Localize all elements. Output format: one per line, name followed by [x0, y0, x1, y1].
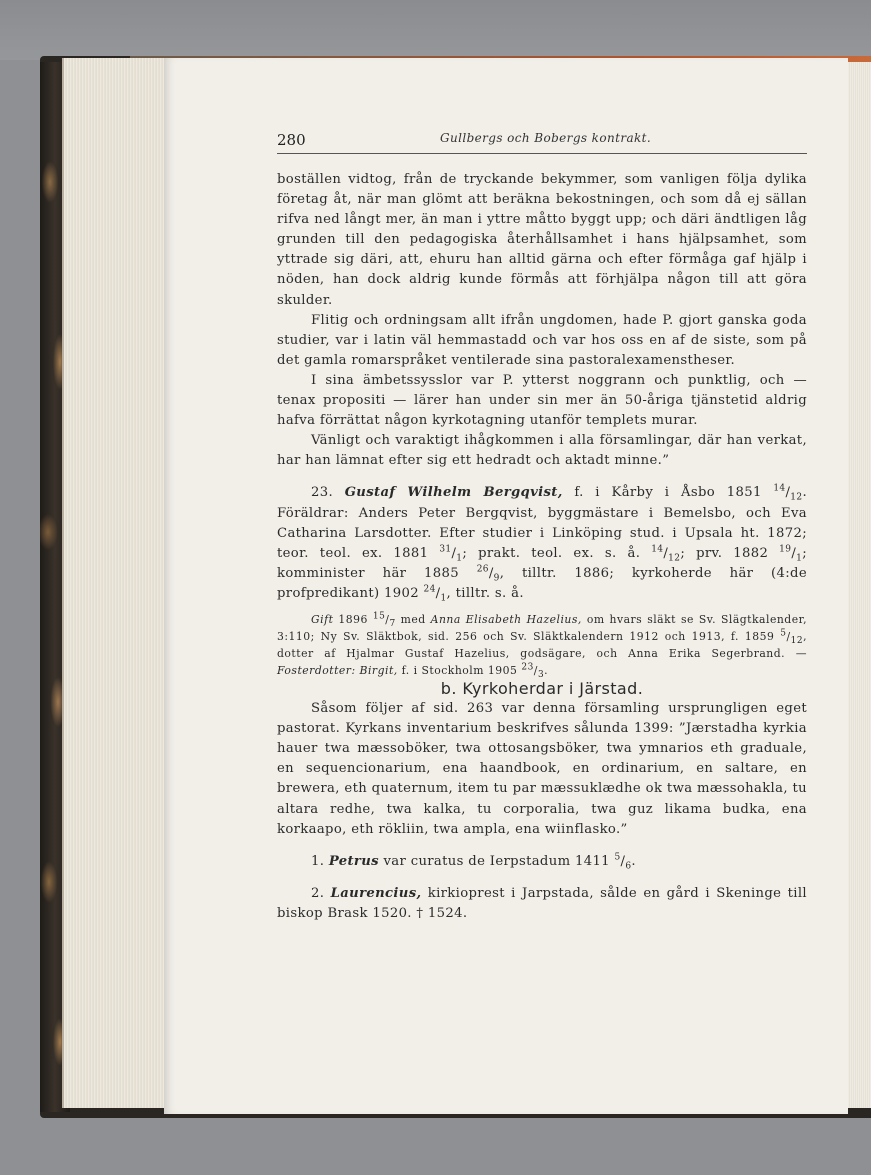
background [0, 0, 871, 60]
entry-1: 1. Petrus var curatus de Ierpstadum 1411 $^5/_6$. [311, 852, 636, 872]
page-stack-left [62, 58, 166, 1108]
text-block [277, 170, 807, 924]
entry-name: Petrus [328, 853, 379, 869]
section-heading: b. Kyrkoherdar i Järstad. [440, 678, 644, 698]
page-number: 280 [277, 131, 306, 149]
entry-name: Laurencius, [330, 885, 422, 901]
paragraph: Vänligt och varaktigt ihågkommen i alla församlingar, där han verkat, har han lämnat efter sig ett hedradt och aktadt minne.” [277, 433, 807, 469]
paragraph: boställen vidtog, från de tryckande bekymmer, som vanligen följa dylika företag åt, när man glömt att beräkna bekostningen, och som då ej sällan rifva ned långt mer, än man i yttre måtto byggt upp; och däri ändtligen låg grunden till den pedagogiska återhållsamhet i hans hjälpsamhet, som yttrade sig däri, att, ehuru han alltid gärna och efter förmåga gaf hjälp i nöden, han dock aldrig kunde förmås att förhjälpa någon till att göra skulder. [277, 172, 807, 308]
paragraph: Flitig och ordningsam allt ifrån ungdomen, hade P. gjort ganska goda studier, var i latin väl hemmastadd och var hos oss en af de siste, som på det gamla romarspråket ventilerade sina pastoralexamenstheser. [277, 312, 807, 368]
entry-23: 23. Gustaf Wilhelm Bergqvist, f. i Kårby i Åsbo 1851 $^{14}/_{12}$. Föräldrar: Anders Peter Bergqvist, byggmästare i Bemelsbo, och Eva Catharina Larsdotter. Efter studier i Linköping stud. i Upsala ht. 1872; teor. teol. ex. 1881 $^{31}/_1$; prakt. teol. ex. s. å. $^{14}/_{12}$; prv. 1882 $^{19}/_1$; komminister här 1885 $^{26}/_9$, tilltr. 1886; kyrkoherde här (4:de profpredikant) 1902 $^{24}/_1$, tilltr. s. å. [277, 484, 807, 604]
entry-23-note: Gift 1896 $^{15}/_7$ med Anna Elisabeth Hazelius, om hvars släkt se Sv. Slägtkalender, 3:110; Ny Sv. Släktbok, sid. 256 och Sv. Släktkalendern 1912 och 1913, f. 1859 $^5/_{12}$, dotter af Hjalmar Gustaf Hazelius, godsägare, och Anna Erika Segerbrand. — Fosterdotter: Birgit, f. i Stockholm 1905 $^{23}/_3$. [277, 611, 808, 681]
entry-2: 2. Laurencius, kirkioprest i Jarpstada, sålde en gård i Skeninge till biskop Brask 1520. † 1524. [277, 885, 807, 921]
section-paragraph: Såsom följer af sid. 263 var denna församling ursprungligen eget pastorat. Kyrkans inventarium beskrifves sålunda 1399: ”Jærstadha kyrkia hauer twa mæssoböker, twa ottosangsböker, twa ymnarios eth graduale, en sequencionarium, ena haandbook, en ordinarium, en saltare, en brewera, eth quaternum, item tu par mæssuklædhe ok twa mæssohakla, tu altara redhe, twa kalka, tu corporalia, twa guz likama budka, ena korkaapo, eth rökliin, twa ampla, ena wiinflasko.” [277, 701, 807, 837]
page-stack-right [846, 62, 871, 1108]
paragraph: I sina ämbetssysslor var P. ytterst noggrann och punktlig, och — tenax propositi — lärer han under sin mer än 50-åriga tjänstetid aldrig hafva förrättat någon kyrkotagning utanför templets murar. [277, 372, 807, 429]
running-title: Gullbergs och Bobergs kontrakt. [440, 131, 652, 145]
running-head [277, 128, 807, 154]
entry-name: Gustaf Wilhelm Bergqvist, [344, 485, 563, 501]
